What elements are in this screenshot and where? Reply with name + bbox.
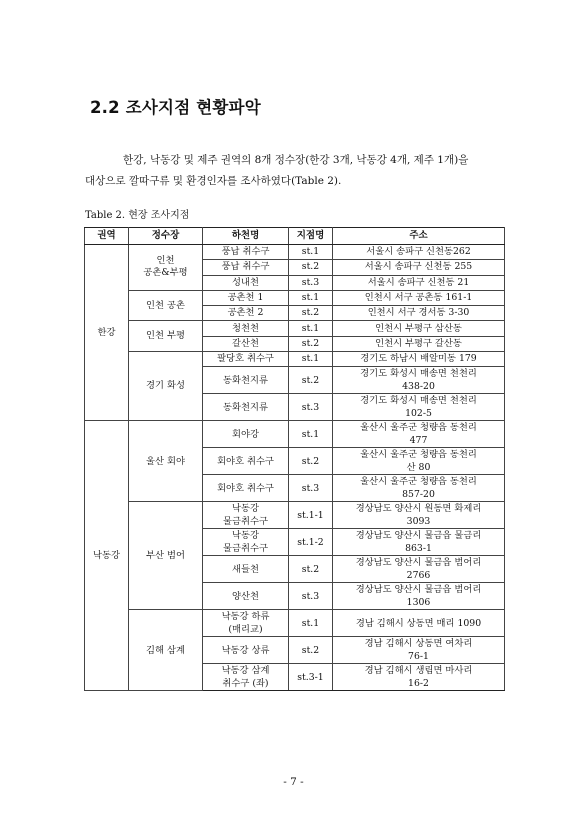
river-cell: 풍납 취수구 bbox=[203, 245, 289, 260]
header-site: 지점명 bbox=[289, 228, 333, 245]
river-cell: 갈산천 bbox=[203, 336, 289, 351]
address-cell: 경상남도 양산시 물금읍 범어리 1306 bbox=[333, 583, 505, 610]
plant-cell: 김해 삼계 bbox=[129, 610, 203, 691]
address-cell: 경남 김해시 생림면 마사리 16-2 bbox=[333, 664, 505, 691]
river-cell: 팔당호 취수구 bbox=[203, 352, 289, 367]
river-cell: 청천천 bbox=[203, 321, 289, 336]
header-address: 주소 bbox=[333, 228, 505, 245]
address-cell: 경남 김해시 상동면 매리 1090 bbox=[333, 610, 505, 637]
site-cell: st.3 bbox=[289, 394, 333, 421]
river-cell: 공촌천 2 bbox=[203, 306, 289, 321]
river-cell: 동화천지류 bbox=[203, 394, 289, 421]
river-cell: 회야호 취수구 bbox=[203, 448, 289, 475]
river-cell: 낙동강 상류 bbox=[203, 637, 289, 664]
river-cell: 풍납 취수구 bbox=[203, 260, 289, 275]
address-cell: 울산시 울주군 청량읍 동천리 477 bbox=[333, 421, 505, 448]
table-header-row bbox=[85, 228, 505, 245]
site-cell: st.3 bbox=[289, 475, 333, 502]
plant-cell: 인천 공촌 bbox=[129, 290, 203, 321]
plant-cell: 경기 화성 bbox=[129, 352, 203, 421]
plant-cell: 부산 범어 bbox=[129, 502, 203, 610]
address-cell: 서울시 송파구 신천동 255 bbox=[333, 260, 505, 275]
site-cell: st.2 bbox=[289, 260, 333, 275]
site-cell: st.2 bbox=[289, 637, 333, 664]
address-cell: 인천시 서구 경서동 3-30 bbox=[333, 306, 505, 321]
site-cell: st.2 bbox=[289, 556, 333, 583]
plant-cell: 울산 회야 bbox=[129, 421, 203, 502]
address-cell: 서울시 송파구 신천동 21 bbox=[333, 275, 505, 290]
paragraph-line-1: 한강, 낙동강 및 제주 권역의 8개 정수장(한강 3개, 낙동강 4개, 제주 1개)을 bbox=[123, 154, 469, 166]
plant-cell: 인천 공촌&부평 bbox=[129, 245, 203, 291]
address-cell: 울산시 울주군 청량읍 동천리 산 80 bbox=[333, 448, 505, 475]
river-cell: 공촌천 1 bbox=[203, 290, 289, 305]
table-row bbox=[85, 352, 505, 367]
river-cell: 회야강 bbox=[203, 421, 289, 448]
table-row bbox=[85, 321, 505, 336]
address-cell: 경기도 화성시 매송면 천천리 438-20 bbox=[333, 367, 505, 394]
site-cell: st.3 bbox=[289, 275, 333, 290]
site-cell: st.3-1 bbox=[289, 664, 333, 691]
address-cell: 경상남도 양산시 물금읍 물금리 863-1 bbox=[333, 529, 505, 556]
table-row bbox=[85, 421, 505, 448]
address-cell: 경기도 하남시 배알미동 179 bbox=[333, 352, 505, 367]
address-cell: 인천시 부평구 삼산동 bbox=[333, 321, 505, 336]
address-cell: 인천시 서구 공촌동 161-1 bbox=[333, 290, 505, 305]
river-cell: 낙동강 삼계 취수구 (좌) bbox=[203, 664, 289, 691]
site-cell: st.1 bbox=[289, 321, 333, 336]
header-region: 권역 bbox=[85, 228, 129, 245]
site-cell: st.1 bbox=[289, 610, 333, 637]
site-cell: st.1 bbox=[289, 245, 333, 260]
survey-site-table bbox=[84, 227, 505, 691]
plant-cell: 인천 부평 bbox=[129, 321, 203, 352]
address-cell: 인천시 부평구 갈산동 bbox=[333, 336, 505, 351]
river-cell: 성내천 bbox=[203, 275, 289, 290]
river-cell: 낙동강 물금취수구 bbox=[203, 502, 289, 529]
table-row bbox=[85, 290, 505, 305]
address-cell: 울산시 울주군 청량읍 동천리 857-20 bbox=[333, 475, 505, 502]
site-cell: st.1 bbox=[289, 421, 333, 448]
table-row bbox=[85, 502, 505, 529]
site-cell: st.1-1 bbox=[289, 502, 333, 529]
site-cell: st.2 bbox=[289, 448, 333, 475]
table-row bbox=[85, 245, 505, 260]
river-cell: 낙동강 하류 (매리교) bbox=[203, 610, 289, 637]
river-cell: 동화천지류 bbox=[203, 367, 289, 394]
site-cell: st.2 bbox=[289, 306, 333, 321]
site-cell: st.2 bbox=[289, 367, 333, 394]
table-caption: Table 2. 현장 조사지점 bbox=[85, 210, 190, 221]
site-cell: st.3 bbox=[289, 583, 333, 610]
address-cell: 경상남도 양산시 물금읍 범어리 2766 bbox=[333, 556, 505, 583]
address-cell: 경상남도 양산시 원동면 화제리 3093 bbox=[333, 502, 505, 529]
river-cell: 낙동강 물금취수구 bbox=[203, 529, 289, 556]
address-cell: 경남 김해시 상동면 여차리 76-1 bbox=[333, 637, 505, 664]
river-cell: 회야호 취수구 bbox=[203, 475, 289, 502]
site-cell: st.1 bbox=[289, 352, 333, 367]
table-row bbox=[85, 610, 505, 637]
site-cell: st.2 bbox=[289, 336, 333, 351]
address-cell: 서울시 송파구 신천동262 bbox=[333, 245, 505, 260]
river-cell: 양산천 bbox=[203, 583, 289, 610]
river-cell: 새들천 bbox=[203, 556, 289, 583]
site-cell: st.1-2 bbox=[289, 529, 333, 556]
region-cell: 낙동강 bbox=[85, 421, 129, 691]
page-number: - 7 - bbox=[283, 776, 304, 788]
section-title: 2.2 조사지점 현황파악 bbox=[90, 98, 261, 117]
intro-paragraph bbox=[85, 150, 510, 192]
site-cell: st.1 bbox=[289, 290, 333, 305]
paragraph-line-2: 대상으로 깔따구류 및 환경인자를 조사하였다(Table 2). bbox=[85, 175, 342, 187]
header-plant: 정수장 bbox=[129, 228, 203, 245]
region-cell: 한강 bbox=[85, 245, 129, 421]
address-cell: 경기도 화성시 매송면 천천리 102-5 bbox=[333, 394, 505, 421]
header-river: 하천명 bbox=[203, 228, 289, 245]
